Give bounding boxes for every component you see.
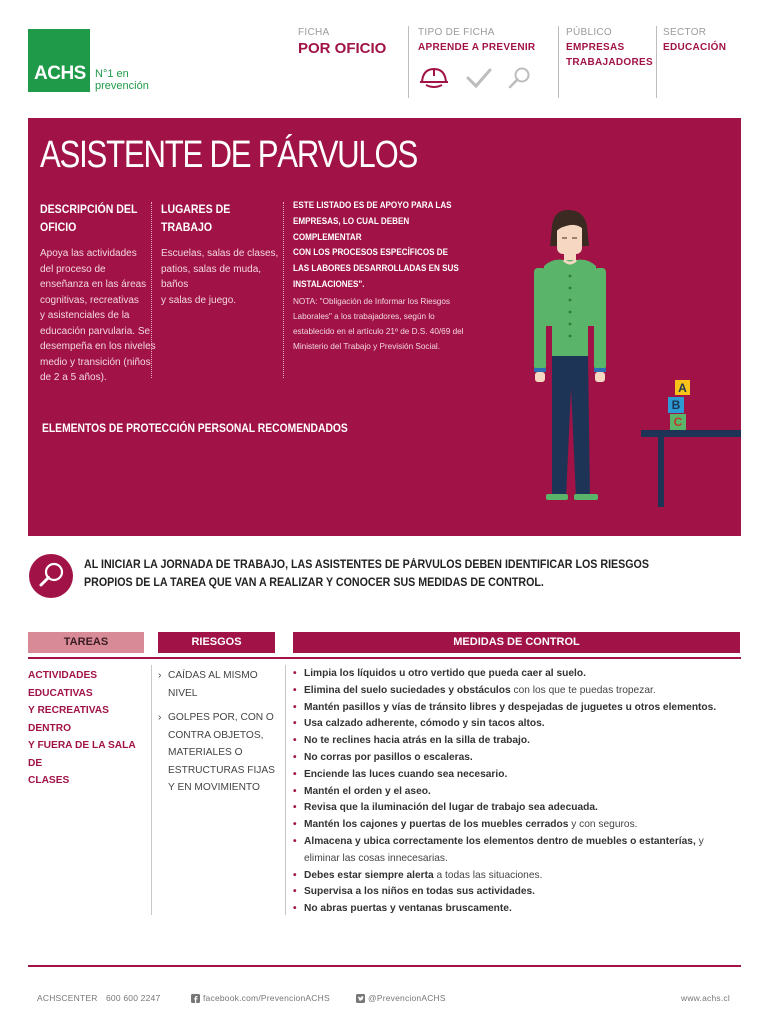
text-line: y asistenciales de la [40, 310, 130, 321]
riesgos-header: RIESGOS [158, 632, 275, 653]
medida-bold: Usa calzado adherente, cómodo y sin tacos altos. [304, 718, 545, 730]
page-title: ASISTENTE DE PÁRVULOS [40, 134, 418, 176]
text-line: Y FUERA DE LA SALA DE [28, 740, 136, 769]
column-divider [283, 202, 284, 378]
text-line: y salas de juego. [161, 294, 237, 306]
disclaimer-text [293, 198, 460, 293]
helmet-icon [418, 66, 450, 90]
text-line: INSTALACIONES". [293, 278, 365, 289]
descripcion-text [40, 246, 160, 386]
medida-item [293, 884, 733, 901]
medida-bold: Mantén el orden y el aseo. [304, 785, 431, 797]
medidas-list [293, 666, 733, 918]
search-icon-badge [29, 554, 73, 598]
footer-web[interactable]: www.achs.cl [681, 993, 730, 1003]
medida-item [293, 834, 733, 868]
check-icon [466, 66, 492, 90]
riesgo-item: › CAÍDAS AL MISMO NIVEL [158, 667, 283, 702]
header-tipo [418, 27, 535, 55]
magnifier-icon [29, 554, 73, 598]
medida-item [293, 901, 733, 918]
heading-line: OFICIO [40, 220, 77, 234]
column-divider [151, 665, 152, 915]
heading-line: LUGARES DE [161, 202, 231, 216]
heading-line: DESCRIPCIÓN DEL [40, 202, 138, 216]
column-divider [151, 202, 152, 378]
text-line: EMPRESAS, LO CUAL DEBEN COMPLEMENTAR [293, 215, 410, 242]
text-line: desempeña en los niveles [40, 341, 156, 352]
riesgo-item: › GOLPES POR, CON O CONTRA OBJETOS, MATERIALES O ESTRUCTURAS FIJAS Y EN MOVIMIENTO [158, 709, 283, 797]
logo-tagline [95, 68, 149, 92]
achs-logo [28, 29, 90, 92]
medida-item [293, 750, 733, 767]
medida-bold: Supervisa a los niños en todas sus actividades. [304, 886, 535, 898]
medida-bold: No corras por pasillos o escaleras. [304, 751, 473, 763]
riesgos-list [158, 667, 283, 804]
ficha-label: FICHA [298, 27, 330, 38]
medida-rest: y con seguros. [568, 819, 638, 831]
facebook-link[interactable]: facebook.com/PrevencionACHS [203, 993, 330, 1003]
tareas-header: TAREAS [28, 632, 144, 653]
medida-bold: Mantén los cajones y puertas de los muebles cerrados [304, 819, 569, 831]
header-publico [566, 27, 653, 70]
medida-item [293, 733, 733, 750]
medida-bold: Enciende las luces cuando sea necesario. [304, 768, 508, 780]
medida-item [293, 666, 733, 683]
block-letter: B [671, 398, 681, 412]
medida-bold: Debes estar siempre alerta [304, 869, 434, 881]
header-divider [656, 26, 657, 98]
medida-rest: a todas las situaciones. [433, 869, 543, 881]
sector-label: SECTOR [663, 27, 707, 38]
logo-text: ACHS [34, 63, 86, 84]
tagline-line: prevención [95, 80, 149, 92]
medida-rest: y eliminar las cosas innecesarias. [304, 835, 704, 864]
tareas-cell [28, 667, 148, 790]
footer-twitter[interactable] [356, 993, 446, 1003]
publico-value: TRABAJADORES [566, 57, 653, 68]
text-line: NOTA: "Obligación de Informar los Riesgos [293, 297, 451, 306]
medida-item [293, 817, 733, 834]
twitter-icon [356, 994, 365, 1003]
text-line: del proceso de [40, 263, 106, 275]
text-line: ESTE LISTADO ES DE APOYO PARA LAS [293, 200, 452, 210]
text-line: LAS LABORES DESARROLLADAS EN SUS [293, 263, 459, 274]
medida-bold: Almacena y ubica correctamente los elementos dentro de muebles o estanterías, [304, 835, 696, 847]
text-line: Escuelas, salas de clases, [161, 248, 279, 259]
assistant-illustration [508, 208, 741, 508]
medida-bold: No te reclines hacia atrás en la silla de trabajo. [304, 735, 530, 747]
hero-panel [28, 118, 741, 536]
text-line: educación parvularia. Se [40, 325, 151, 337]
ficha-value: POR OFICIO [298, 40, 387, 57]
footer-phone[interactable]: 600 600 2247 [106, 993, 161, 1003]
header-divider [558, 26, 559, 98]
lugares-text [161, 246, 283, 308]
lugares-heading [161, 200, 230, 236]
medidas-header: MEDIDAS DE CONTROL [293, 632, 740, 653]
medida-bold: Limpia los líquidos u otro vertido que pueda caer al suelo. [304, 668, 586, 679]
text-line: medio y transición (niños [40, 356, 151, 368]
tipo-label: TIPO DE FICHA [418, 27, 495, 38]
text-line: Ministerio del Trabajo y Previsión Social. [293, 342, 440, 351]
text-line: Apoya las actividades [40, 248, 137, 259]
text-line: cognitivas, recreativas [40, 294, 139, 306]
footer-facebook[interactable] [191, 993, 330, 1003]
text-line: Y RECREATIVAS DENTRO [28, 705, 109, 734]
epp-heading: ELEMENTOS DE PROTECCIÓN PERSONAL RECOMENDADOS [42, 421, 348, 435]
medida-item [293, 800, 733, 817]
medida-bold: Mantén pasillos y vías de tránsito libres y despejadas de juguetes u otros elementos. [304, 701, 717, 713]
magnifier-icon [508, 66, 532, 90]
publico-value: EMPRESAS [566, 42, 625, 53]
medida-rest: con los que te puedas tropezar. [510, 684, 656, 696]
column-divider [285, 665, 286, 915]
medida-item [293, 784, 733, 801]
text-line: CLASES [28, 775, 70, 786]
tipo-value: APRENDE A PREVENIR [418, 42, 536, 53]
intro-statement: AL INICIAR LA JORNADA DE TRABAJO, LAS ASISTENTES DE PÁRVULOS DEBEN IDENTIFICAR LOS RIESGOS PROPIOS DE LA TAREA QUE VAN A REALIZAR Y CONOCER SUS MEDIDAS DE CONTROL. [84, 558, 649, 589]
medida-bold: No abras puertas y ventanas bruscamente. [304, 903, 512, 915]
header-icons [418, 66, 532, 90]
nota-text [293, 294, 493, 354]
medida-item [293, 700, 733, 717]
header-sector [663, 27, 726, 55]
footer-rule [28, 965, 741, 967]
medida-bold: Revisa que la iluminación del lugar de trabajo sea adecuada. [304, 802, 598, 814]
tagline-line: N°1 en [95, 68, 129, 80]
medida-item [293, 716, 733, 733]
publico-label: PÚBLICO [566, 27, 613, 38]
medida-item [293, 767, 733, 784]
block-letter: A [678, 381, 687, 395]
text-line: CON LOS PROCESOS ESPECÍFICOS DE [293, 247, 448, 258]
text-line: patios, salas de muda, baños [161, 263, 262, 290]
facebook-icon [191, 994, 200, 1003]
table-rule [28, 657, 741, 659]
footer-center: ACHSCENTER [37, 993, 98, 1003]
medida-item [293, 683, 733, 700]
header-ficha [298, 27, 386, 57]
heading-line: TRABAJO [161, 220, 213, 234]
medida-item [293, 868, 733, 885]
text-line: establecido en el artículo 21º de D.S. 40/69 del [293, 327, 464, 336]
descripcion-heading [40, 200, 137, 236]
twitter-link[interactable]: @PrevencionACHS [368, 993, 446, 1003]
text-line: de 2 a 5 años). [40, 372, 107, 383]
block-letter: C [673, 415, 683, 429]
medida-bold: Elimina del suelo suciedades y obstáculos [304, 684, 511, 696]
text-line: Laborales" a los trabajadores, según lo [293, 312, 435, 321]
sector-value: EDUCACIÓN [663, 42, 727, 53]
text-line: ACTIVIDADES EDUCATIVAS [28, 670, 98, 699]
text-line: enseñanza en las áreas [40, 279, 147, 290]
header-divider [408, 26, 409, 98]
